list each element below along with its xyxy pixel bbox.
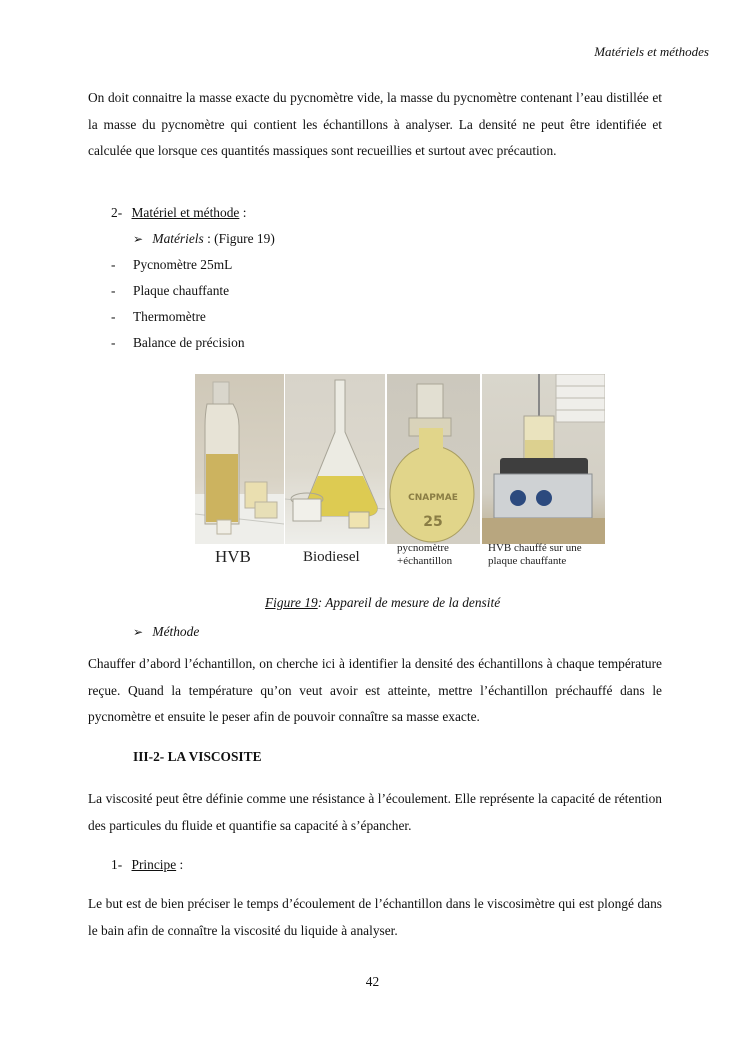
- material-label: Thermomètre: [133, 309, 206, 324]
- materials-ref: : (Figure 19): [203, 231, 275, 246]
- section-number: 2-: [111, 205, 123, 220]
- method-paragraph: Chauffer d’abord l’échantillon, on cherche ici à identifier la densité des échantillons à chaque température reçue. Quand la température qu’on veut avoir est atteinte, mettre l’échantillon préchauffé dans le pycnomètre et ensuite le peser afin de pouvoir connaître sa masse exacte.: [88, 656, 662, 724]
- figure-19: [195, 374, 605, 574]
- label-hvb: HVB: [215, 547, 251, 566]
- dash-bullet: -: [111, 257, 116, 272]
- principle-paragraph: Le but est de bien préciser le temps d’écoulement de l’échantillon dans le viscosimètre qui est plongé dans le bain afin de connaître la viscosité du liquide à analyser.: [88, 896, 662, 938]
- section-colon: :: [239, 205, 247, 220]
- figure-caption: [265, 595, 500, 611]
- material-label: Pycnomètre 25mL: [133, 257, 233, 272]
- flask-brand: CNAPMAE: [408, 493, 458, 503]
- viscosity-paragraph: La viscosité peut être définie comme une résistance à l’écoulement. Elle représente la capacité de rétention des particules du fluide et quantifie sa capacité à s’épancher.: [88, 791, 662, 833]
- dash-bullet: -: [111, 309, 116, 324]
- principle-colon: :: [176, 857, 184, 872]
- pycnometer-illustration: [387, 374, 480, 544]
- method-label: Méthode: [152, 624, 200, 639]
- material-item: [111, 257, 233, 273]
- bottle-illustration: [195, 374, 284, 544]
- label-biodiesel: Biodiesel: [303, 549, 360, 565]
- photo-pycnometer: [387, 374, 480, 544]
- intro-paragraph: On doit connaitre la masse exacte du pycnomètre vide, la masse du pycnomètre contenant l’eau distillée et la masse du pycnomètre qui contient les échantillons à analyser. La densité ne peut être identifiée et calculée que lorsque ces quantités massiques sont recueillies et surtout avec précaution.: [88, 90, 662, 158]
- material-item: [111, 283, 230, 299]
- caption-text: : Appareil de mesure de la densité: [317, 595, 501, 610]
- principle-heading: [111, 857, 183, 873]
- section-heading: [111, 205, 246, 221]
- flask-illustration: [285, 374, 385, 544]
- material-item: [111, 335, 245, 351]
- method-heading: [133, 624, 199, 640]
- material-label: Plaque chauffante: [133, 283, 230, 298]
- page-header: Matériels et méthodes: [594, 44, 709, 59]
- principle-number: 1-: [111, 857, 123, 872]
- arrow-bullet-icon: ➢: [133, 625, 144, 639]
- caption-ref: Figure 19: [265, 595, 318, 610]
- heating-plate-illustration: [482, 374, 605, 544]
- viscosity-heading: III-2- LA VISCOSITE: [133, 749, 262, 764]
- material-item: [111, 309, 206, 325]
- page-number: 42: [365, 974, 380, 989]
- flask-volume: 25: [423, 514, 443, 530]
- materials-heading: [133, 231, 275, 247]
- material-label: Balance de précision: [133, 335, 245, 350]
- materials-label: Matériels: [152, 231, 204, 246]
- label-pycnometer: pycnomètre +échantillon: [397, 542, 453, 567]
- section-title: Matériel et méthode: [131, 205, 240, 220]
- photo-biodiesel: [285, 374, 385, 544]
- arrow-bullet-icon: ➢: [133, 232, 144, 246]
- photo-hvb: [195, 374, 284, 544]
- dash-bullet: -: [111, 283, 116, 298]
- principle-title: Principe: [131, 857, 177, 872]
- photo-heating-plate: [482, 374, 605, 544]
- label-heating-plate: HVB chauffé sur une plaque chauffante: [488, 542, 582, 567]
- dash-bullet: -: [111, 335, 116, 350]
